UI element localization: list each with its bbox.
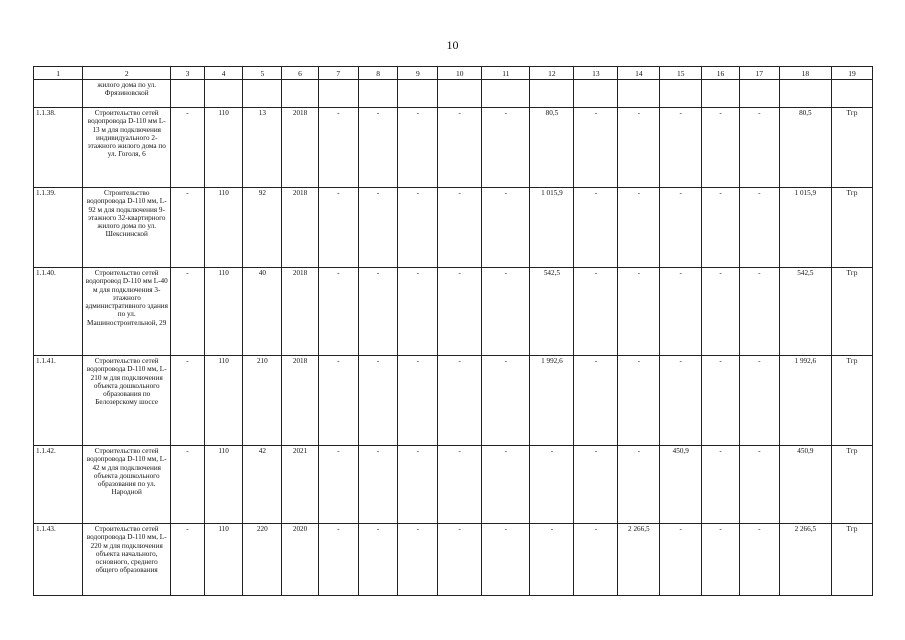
table-cell: 2018 [282,188,319,268]
table-cell: 1 992,6 [530,356,574,446]
table-cell [243,80,282,108]
row-number-cell [34,80,83,108]
table-cell [482,80,530,108]
table-cell: - [702,524,740,596]
table-cell: 110 [204,356,243,446]
table-cell: 42 [243,446,282,524]
table-cell: Тгр [832,446,873,524]
table-cell [739,80,779,108]
table-cell [660,80,702,108]
table-cell: - [438,356,482,446]
table-cell: - [739,356,779,446]
table-cell: - [702,188,740,268]
table-cell: - [530,446,574,524]
column-header: 6 [282,67,319,80]
row-number-cell: 1.1.41. [34,356,83,446]
table-cell: - [739,108,779,188]
table-cell: 542,5 [530,268,574,356]
table-cell: 1 015,9 [779,188,831,268]
table-cell [438,80,482,108]
table-cell: - [171,108,205,188]
table-cell [282,80,319,108]
description-cell: Строительство сетей водопровода D-110 мм, L-210 м для подключения объекта дошкольного образования по Белозерскому шоссе [83,356,171,446]
table-cell: - [660,108,702,188]
table-cell: 1 015,9 [530,188,574,268]
table-cell: 2021 [282,446,319,524]
table-cell: - [618,356,660,446]
table-row [34,80,873,108]
table-cell: - [398,524,438,596]
investment-table [33,66,873,596]
description-cell: жилого дома по ул. Фрязиновской [83,80,171,108]
table-cell: - [398,188,438,268]
column-header: 16 [702,67,740,80]
description-cell: Строительство сетей водопровода D-110 мм, L-220 м для подключения объекта начального, основного, среднего общего образования [83,524,171,596]
table-cell: - [358,446,398,524]
row-number-cell: 1.1.42. [34,446,83,524]
table-cell: Тгр [832,524,873,596]
column-header: 5 [243,67,282,80]
table-cell: - [574,268,618,356]
table-cell: - [574,108,618,188]
table-cell: - [398,446,438,524]
table-cell: - [171,356,205,446]
table-cell: 80,5 [530,108,574,188]
table-cell: 210 [243,356,282,446]
table-cell: 220 [243,524,282,596]
table-cell: - [618,446,660,524]
column-header: 1 [34,67,83,80]
table-cell [398,80,438,108]
table-cell: 40 [243,268,282,356]
column-header: 14 [618,67,660,80]
table-row [34,446,873,524]
table-cell: - [171,188,205,268]
column-header: 8 [358,67,398,80]
row-number-cell: 1.1.38. [34,108,83,188]
table-cell: - [702,446,740,524]
table-cell: 80,5 [779,108,831,188]
table-cell: Тгр [832,268,873,356]
column-header: 3 [171,67,205,80]
table-cell: - [660,524,702,596]
table-cell [779,80,831,108]
table-cell: - [739,268,779,356]
column-header: 18 [779,67,831,80]
table-cell: 2 266,5 [779,524,831,596]
table-cell: 2018 [282,108,319,188]
table-cell: Тгр [832,188,873,268]
row-number-cell: 1.1.43. [34,524,83,596]
table-cell [318,80,358,108]
table-cell: 2020 [282,524,319,596]
table-cell: - [660,268,702,356]
table-cell: - [358,188,398,268]
description-cell: Строительство сетей водопровода D-110 мм L-13 м для подключения индивидуального 2-этажного жилого дома по ул. Гоголя, 6 [83,108,171,188]
column-header: 10 [438,67,482,80]
table-cell: 110 [204,524,243,596]
table-cell: - [358,356,398,446]
table-cell [832,80,873,108]
table-row [34,268,873,356]
table-cell: 110 [204,108,243,188]
table-cell: 450,9 [779,446,831,524]
table-cell: - [358,524,398,596]
table-cell: - [702,268,740,356]
table-cell: - [739,524,779,596]
table-cell: Тгр [832,108,873,188]
table-cell [702,80,740,108]
table-cell: 110 [204,188,243,268]
table-cell: 92 [243,188,282,268]
table-cell: - [318,446,358,524]
table-cell: - [398,268,438,356]
column-header: 2 [83,67,171,80]
table-cell: - [702,108,740,188]
column-number-row [34,67,873,80]
column-header: 9 [398,67,438,80]
table-cell: - [171,446,205,524]
table-cell [171,80,205,108]
table-cell: - [482,356,530,446]
column-header: 4 [204,67,243,80]
table-cell: - [318,524,358,596]
column-header: 17 [739,67,779,80]
table-row [34,356,873,446]
table-cell: 542,5 [779,268,831,356]
table-cell: - [739,446,779,524]
table-row [34,108,873,188]
table-cell: - [482,446,530,524]
table-cell: - [438,108,482,188]
table-cell: - [530,524,574,596]
column-header: 11 [482,67,530,80]
table-cell: - [318,188,358,268]
table-cell: - [574,188,618,268]
table-cell [530,80,574,108]
table-cell: - [171,524,205,596]
description-cell: Строительство сетей водопровода D-110 мм, L-42 м для подключения объекта дошкольного образования по ул. Народной [83,446,171,524]
table-cell: - [574,446,618,524]
table-cell [574,80,618,108]
column-header: 19 [832,67,873,80]
table-cell: - [482,524,530,596]
table-cell: Тгр [832,356,873,446]
table-cell [618,80,660,108]
table-row [34,188,873,268]
table-cell [204,80,243,108]
table-cell: - [398,108,438,188]
table-cell: - [318,356,358,446]
description-cell: Строительство водопровода D-110 мм, L-92 м для подключения 9-этажного 32-квартирного жилого дома по ул. Шекснинской [83,188,171,268]
table-cell: 2018 [282,268,319,356]
table-cell: - [482,188,530,268]
table-cell: - [482,108,530,188]
column-header: 12 [530,67,574,80]
table-cell: - [318,268,358,356]
table-cell: - [618,188,660,268]
table-cell: - [482,268,530,356]
table-cell [358,80,398,108]
table-cell: - [318,108,358,188]
table-cell: 2 266,5 [618,524,660,596]
table-cell: 1 992,6 [779,356,831,446]
row-number-cell: 1.1.40. [34,268,83,356]
table-cell: - [660,356,702,446]
page-number: 10 [446,38,459,52]
table-cell: - [438,446,482,524]
table-cell: - [702,356,740,446]
table-cell: - [438,268,482,356]
table-row [34,524,873,596]
column-header: 13 [574,67,618,80]
table-cell: 110 [204,268,243,356]
description-cell: Строительство сетей водопровод D-110 мм L-40 м для подключения 3-этажного административного здания по ул. Машиностроительной, 29 [83,268,171,356]
table-cell: - [618,108,660,188]
table-cell: - [398,356,438,446]
table-cell: - [358,108,398,188]
column-header: 15 [660,67,702,80]
table-cell: - [438,188,482,268]
table-cell: - [739,188,779,268]
table-cell: - [171,268,205,356]
table-cell: - [438,524,482,596]
table-cell: 450,9 [660,446,702,524]
table-cell: - [358,268,398,356]
row-number-cell: 1.1.39. [34,188,83,268]
table-cell: - [574,524,618,596]
table-cell: - [618,268,660,356]
table-cell: - [574,356,618,446]
table-cell: - [660,188,702,268]
table-cell: 110 [204,446,243,524]
table-cell: 2018 [282,356,319,446]
table-cell: 13 [243,108,282,188]
column-header: 7 [318,67,358,80]
